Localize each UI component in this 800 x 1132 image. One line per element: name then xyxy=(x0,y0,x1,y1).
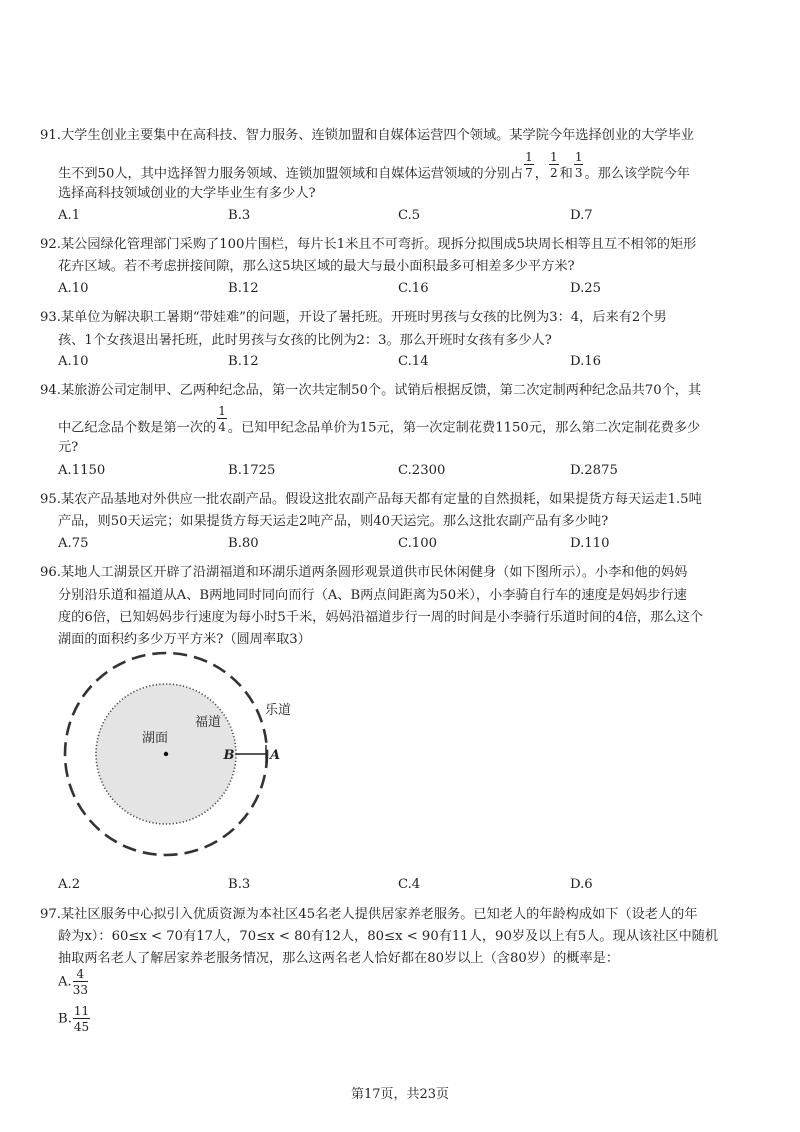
option-c[interactable]: C.2300 xyxy=(398,463,446,478)
page-footer: 第17页，共23页 xyxy=(350,1087,450,1102)
option-a[interactable]: A. $\frac{4}{33}$ xyxy=(58,967,88,997)
option-c[interactable]: C.100 xyxy=(398,536,437,551)
option-d[interactable]: D.2875 xyxy=(570,463,618,478)
option-b[interactable]: B.12 xyxy=(228,281,259,296)
answer-options xyxy=(58,536,758,554)
option-b[interactable]: B.3 xyxy=(228,208,251,223)
option-b[interactable]: B.3 xyxy=(228,877,251,892)
option-c[interactable]: C.14 xyxy=(398,354,429,369)
option-d[interactable]: D.6 xyxy=(570,877,593,892)
option-a[interactable]: A.10 xyxy=(58,281,89,296)
question-text-line: 91.大学生创业主要集中在高科技、智力服务、连锁加盟和自媒体运营四个领域。某学院今年选择创业的大学毕业 xyxy=(40,128,694,143)
question-text-line: 孩、1个女孩退出暑托班，此时男孩与女孩的比例为2：3。那么开班时女孩有多少人? xyxy=(58,333,552,348)
inner-path-label: 福道 xyxy=(194,715,222,730)
question-text-line: 选择高科技领域创业的大学毕业生有多少人? xyxy=(58,186,316,201)
option-c[interactable]: C.5 xyxy=(398,208,421,223)
answer-options xyxy=(58,208,758,226)
point-b-label: B xyxy=(223,748,235,763)
answer-options xyxy=(58,354,758,372)
question-text-line: 92.某公园绿化管理部门采购了100片围栏，每片长1米且不可弯折。现拆分拟围成5块周长相等且互不相邻的矩形 xyxy=(40,237,697,252)
answer-options xyxy=(58,463,758,481)
fraction: $\frac{1}{4}$ xyxy=(218,404,226,434)
question-text-line: 产品，则50天运完；如果提货方每天运走2吨产品，则40天运完。那么这批农副产品有多少吨? xyxy=(58,514,609,529)
question-text-line: 93.某单位为解决职工暑期“带娃难”的问题，开设了暑托班。开班时男孩与女孩的比例为3：4，后来有2个男 xyxy=(40,310,667,325)
option-b[interactable]: B.80 xyxy=(228,536,259,551)
question-text-line: 元? xyxy=(58,440,79,455)
option-b[interactable]: B. $\frac{11}{45}$ xyxy=(58,1004,90,1034)
option-a[interactable]: A.10 xyxy=(58,354,89,369)
question-text-line: 95.某农产品基地对外供应一批农副产品。假设这批农副产品每天都有定量的自然损耗，如果提货方每天运走1.5吨 xyxy=(40,492,702,507)
option-b[interactable]: B.12 xyxy=(228,354,259,369)
question-text-line: 抽取两名老人了解居家养老服务情况，那么这两名老人恰好都在80岁以上（含80岁）的概率是： xyxy=(58,951,620,966)
option-d[interactable]: D.110 xyxy=(570,536,610,551)
question-text-line: 中乙纪念品个数是第一次的 $\frac{1}{4}$ 。已知甲纪念品单价为15元，第一次定制花费1150元，那么第二次定制花费多少 xyxy=(58,404,701,436)
question-text-line: 分别沿乐道和福道从A、B两地同时同向而行（A、B两点间距离为50米），小李骑自行车的速度是妈妈步行速 xyxy=(58,588,687,603)
point-a-label: A xyxy=(269,748,281,763)
fraction: $\frac{1}{7}$ xyxy=(525,150,533,180)
option-a[interactable]: A.1 xyxy=(58,208,81,223)
answer-options xyxy=(58,281,758,299)
option-a[interactable]: A.75 xyxy=(58,536,89,551)
question-text-line: 97.某社区服务中心拟引入优质资源为本社区45名老人提供居家养老服务。已知老人的年龄构成如下（设老人的年 xyxy=(40,907,698,922)
option-c[interactable]: C.4 xyxy=(398,877,421,892)
option-d[interactable]: D.7 xyxy=(570,208,593,223)
option-c[interactable]: C.16 xyxy=(398,281,429,296)
outer-path-label: 乐道 xyxy=(264,703,292,718)
lake-center-dot xyxy=(164,752,168,756)
option-a[interactable]: A.2 xyxy=(58,877,81,892)
fraction: $\frac{4}{33}$ xyxy=(72,967,88,997)
question-text-line: 94.某旅游公司定制甲、乙两种纪念品，第一次共定制50个。试销后根据反馈，第二次定制两种纪念品共70个，其 xyxy=(40,383,702,398)
question-text-line: 生不到50人，其中选择智力服务领域、连锁加盟领域和自媒体运营领域的分别占 $\frac{1}{7}$ ， $\frac{1}{2}$ 和 $\frac{1}{3}$ 。那么该学院今年 xyxy=(58,150,690,182)
question-text-line: 96.某地人工湖景区开辟了沿湖福道和环湖乐道两条圆形观景道供市民休闲健身（如下图所示）。小李和他的妈妈 xyxy=(40,565,688,580)
option-d[interactable]: D.25 xyxy=(570,281,602,296)
lake-diagram xyxy=(58,648,298,868)
option-a[interactable]: A.1150 xyxy=(58,463,106,478)
question-text-line: 龄为x）：60≤x < 70有17人，70≤x < 80有12人，80≤x < 90有11人，90岁及以上有5人。现从该社区中随机 xyxy=(58,929,719,944)
question-text-line: 度的6倍，已知妈妈步行速度为每小时5千米，妈妈沿福道步行一周的时间是小李骑行乐道时间的4倍，那么这个 xyxy=(58,610,703,625)
option-d[interactable]: D.16 xyxy=(570,354,602,369)
question-text-line: 花卉区域。若不考虑拼接间隙，那么这5块区域的最大与最小面积最多可相差多少平方米? xyxy=(58,259,575,274)
fraction: $\frac{11}{45}$ xyxy=(73,1004,90,1034)
option-b[interactable]: B.1725 xyxy=(228,463,276,478)
question-text-line: 湖面的面积约多少万平方米?（圆周率取3） xyxy=(58,632,311,647)
lake-label: 湖面 xyxy=(141,731,169,746)
fraction: $\frac{1}{3}$ xyxy=(574,150,583,180)
fraction: $\frac{1}{2}$ xyxy=(549,150,558,180)
answer-options xyxy=(58,877,758,895)
